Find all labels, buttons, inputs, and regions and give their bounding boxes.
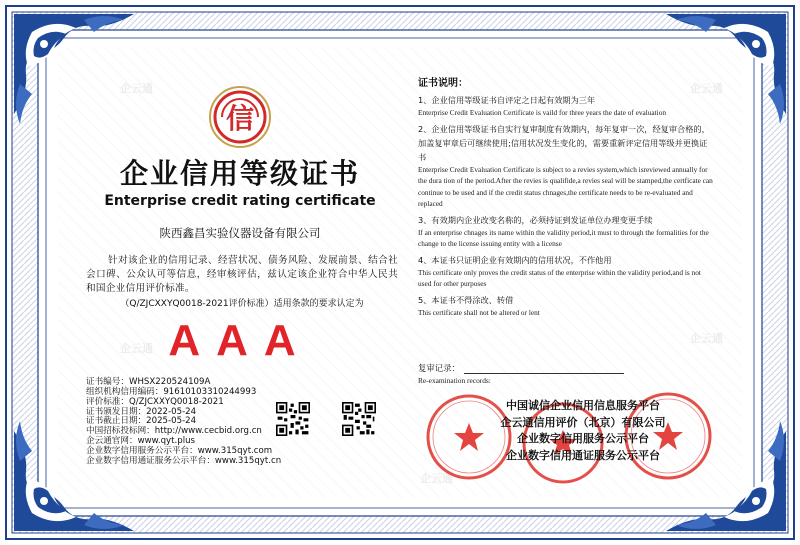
issue-date: 证书颁发日期：2022-05-24 xyxy=(86,406,197,417)
issuer-2: 企云通信用评价（北京）有限公司 xyxy=(500,415,666,429)
certification-statement: 针对该企业的信用记录、经营状况、债务风险、发展前景、结合社会口碑、公众认可等信息，经审核评估，兹认定该企业符合中华人民共和国企业信用评价标准。 xyxy=(86,255,398,294)
note-2-en: Enterprise Credit Evaluation Certificate is subject to a revies system,which isreviewed annually for the dura tion of the period.After the revies is qualifide,a revies seal will be stamped,the certficate can continue to be used and if the credit status chnages,the certificate needs to be re-evaluated and replaced xyxy=(418,164,713,208)
watermark-text: 企云通 xyxy=(420,472,453,485)
credit-token-platform: 企业数字信用通证服务公示平台：www.315qyt.cn xyxy=(86,455,282,466)
issuer-1: 中国诚信企业信用信息服务平台 xyxy=(506,399,660,412)
watermark-text: 企云通 xyxy=(690,332,723,345)
evaluation-standard-text: （Q/ZJCXXYQ0018-2021评价标准）适用条款的要求认定为 xyxy=(120,299,364,309)
notes-heading: 证书说明： xyxy=(418,78,468,89)
note-5-cn: 5、本证书不得涂改、转借 xyxy=(418,294,514,305)
note-5-en: This certificate shall not be altered or lent xyxy=(418,307,540,317)
expiry-date: 证书截止日期：2025-05-24 xyxy=(86,416,197,427)
certificate-title-cn: 企业信用等级证书 xyxy=(119,157,360,190)
issuer-4: 企业数字信用通证服务公示平台 xyxy=(506,448,660,462)
credit-service-platform: 企业数字信用服务公示平台：www.315qyt.com xyxy=(86,445,273,456)
issuing-organizations xyxy=(448,398,718,464)
note-1-cn: 1、企业信用等级证书自评定之日起有效期为三年 xyxy=(418,95,596,105)
watermark-text: 企云通 xyxy=(120,82,153,95)
official-website: 企云通官网：www.qyt.plus xyxy=(86,436,195,447)
note-1-en: Enterprise Credit Evaluation Certificate is vaild for three years the date of evaluation xyxy=(418,108,666,117)
organization-credit-code: 组织机构信用编码：91610103310244993 xyxy=(86,386,257,397)
recheck-record xyxy=(418,362,624,374)
evaluation-standard: 评价标准：Q/ZJCXXYQ0018-2021 xyxy=(86,396,224,407)
certificate-title-en: Enterprise credit rating certificate xyxy=(104,193,376,209)
note-3-cn: 3、有效期内企业改变名称的，必须持证到发证单位办理变更手续 xyxy=(418,214,653,225)
certificate-info-list xyxy=(86,378,281,467)
watermark-text: 企云通 xyxy=(690,82,723,95)
credit-logo-emblem xyxy=(200,82,280,152)
credit-grade: AAA xyxy=(168,316,312,365)
recheck-label: 复审记录： xyxy=(418,363,460,373)
qr-code-right xyxy=(342,402,376,436)
company-name: 陕西鑫昌实验仪器设备有限公司 xyxy=(159,226,321,240)
certificate-notes xyxy=(418,74,714,318)
note-4-cn: 4、本证书只证明企业有效期内的信用状况，不作他用 xyxy=(418,254,612,265)
note-3-en: If an enterprise chnages its name within the validity period,it must to through the formalities for the change to the license issuing entity with a license xyxy=(418,227,709,248)
qr-code-left xyxy=(276,402,310,436)
issuer-3: 企业数字信用服务公示平台 xyxy=(517,432,649,445)
recheck-label-en: Re-examination records: xyxy=(418,376,491,385)
bidding-website: 中国招标投标网：http://www.cecbid.org.cn xyxy=(86,426,262,437)
watermark-text: 企云通 xyxy=(120,342,153,355)
logo-glyph: 信 xyxy=(225,102,255,135)
note-2-cn: 2、企业信用等级证书自实行复审制度有效期内，每年复审一次，经复审合格的，加盖复审章后可继续使用;信用状况发生变化的，需要重新评定信用等级并更换证书 xyxy=(418,123,710,162)
note-4-en: This certificate only proves the credit status of the enterprise within the validity period,and is not used for other purposes xyxy=(418,267,701,288)
certificate-number: 证书编号：WHSX220524109A xyxy=(86,377,211,387)
